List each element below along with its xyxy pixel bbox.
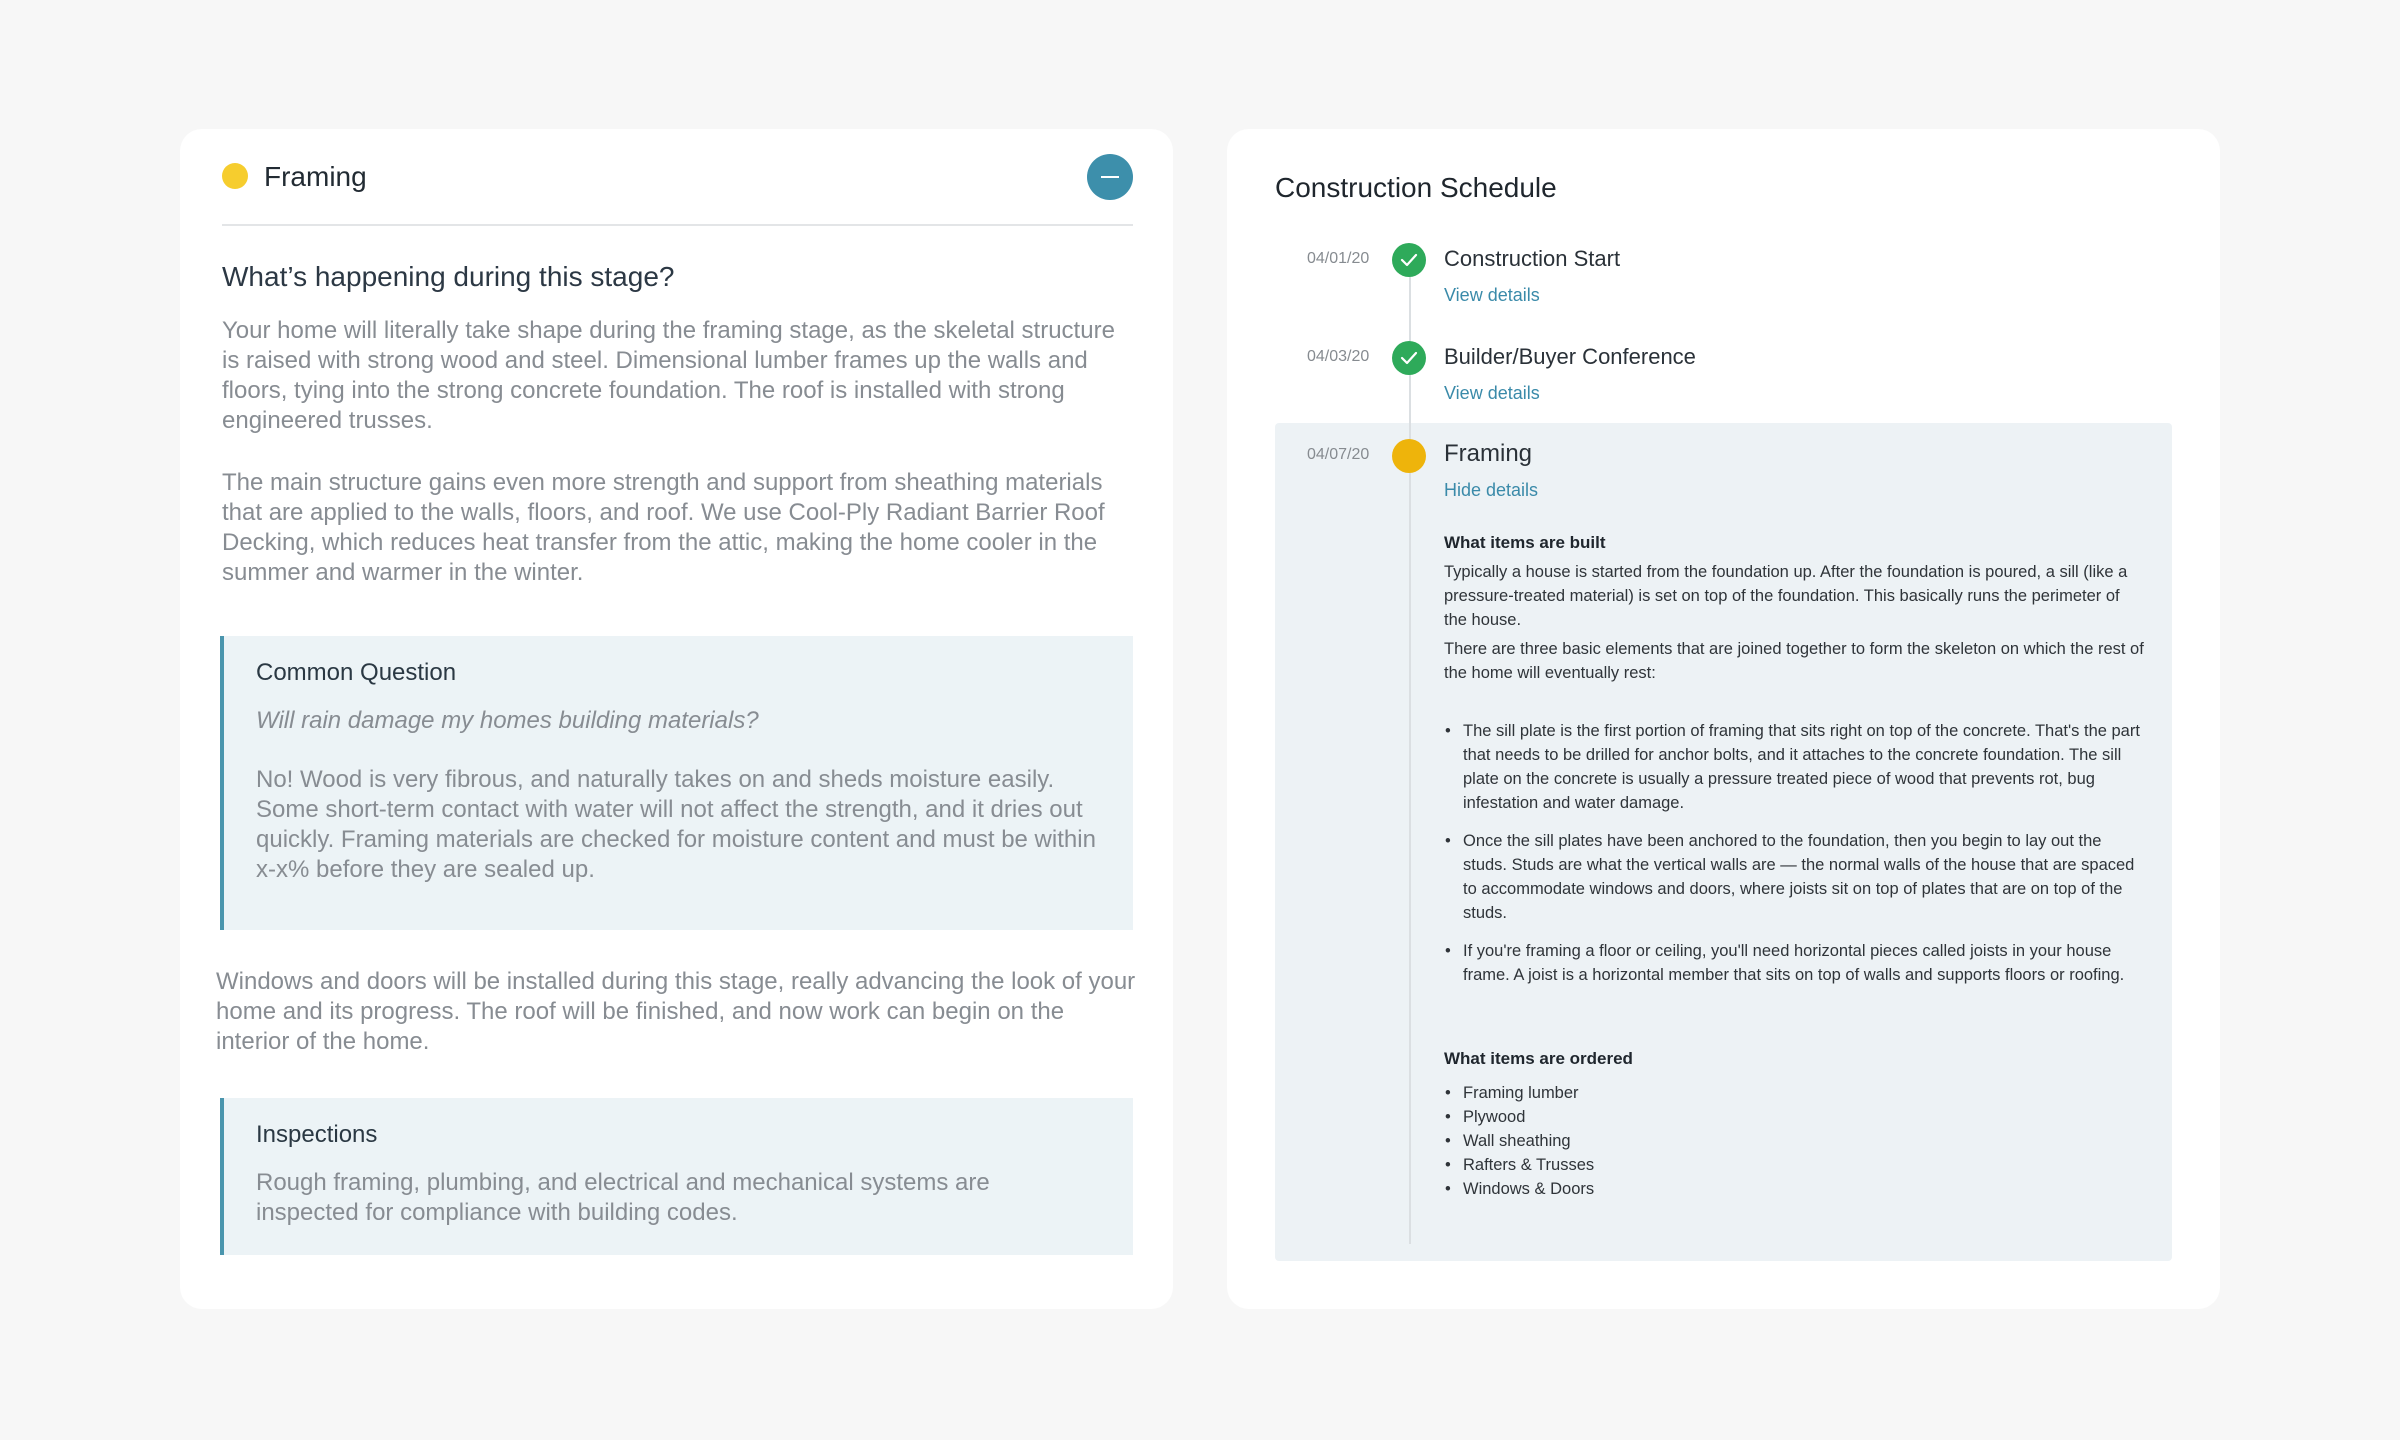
built-heading: What items are built: [1444, 533, 1606, 552]
callout-question: Will rain damage my homes building materials?: [256, 707, 759, 734]
schedule-title: Construction Schedule: [1275, 172, 1557, 203]
built-intro: Typically a house is started from the foundation up. After the foundation is poured, a sill (like a pressure-treated material) is set on top of the foundation. This basically runs the perimeter of the house.: [1444, 563, 2128, 629]
list-item: • The sill plate is the first portion of framing that sits right on top of the concrete. That's the part that needs to be drilled for anchor bolts, and it attaches to the concrete foundation. The sill plate on the concrete is usually a pressure treated piece of wood that prevents rot, bug infestation and water damage.: [1444, 719, 2144, 815]
inspections-text: Rough framing, plumbing, and electrical and mechanical systems are inspected for compliance with building codes.: [256, 1169, 990, 1226]
in-progress-dot-icon: [1392, 439, 1426, 473]
stage-title: Framing: [264, 161, 367, 192]
view-details-link[interactable]: View details: [1444, 285, 1540, 305]
stage-status-dot: [222, 163, 248, 189]
event-name: Construction Start: [1444, 246, 1621, 271]
construction-schedule-card: [1227, 129, 2220, 1309]
minus-icon: [1101, 176, 1119, 178]
collapse-button[interactable]: [1087, 154, 1133, 200]
list-item: • Framing lumber: [1444, 1081, 2144, 1105]
check-icon: [1392, 243, 1426, 277]
timeline-line: [1409, 244, 1411, 1244]
list-item: • If you're framing a floor or ceiling, you'll need horizontal pieces called joists in your house frame. A joist is a horizontal member that sits on top of walls and supports floors or roofing.: [1444, 939, 2144, 987]
callout-title: Inspections: [256, 1121, 378, 1148]
inspections-callout: [220, 1098, 1133, 1255]
event-date: 04/07/20: [1307, 446, 1370, 463]
built-intro: There are three basic elements that are joined together to form the skeleton on which the rest of the home will eventually rest:: [1444, 640, 2144, 682]
common-question-callout: [220, 636, 1133, 930]
list-item: • Rafters & Trusses: [1444, 1153, 2144, 1177]
list-item: • Windows & Doors: [1444, 1177, 2144, 1201]
stage-detail-card: [180, 129, 1173, 1309]
ordered-items-list: [1444, 1081, 2144, 1201]
list-item: • Plywood: [1444, 1105, 2144, 1129]
stage-paragraph: The main structure gains even more strength and support from sheathing materials that are applied to the walls, floors, and roof. We use Cool-Ply Radiant Barrier Roof Decking, which reduces heat transfer from the attic, making the home cooler in the summer and warmer in the winter.: [222, 469, 1105, 586]
event-date: 04/03/20: [1307, 348, 1370, 365]
view-details-link[interactable]: View details: [1444, 383, 1540, 403]
stage-paragraph: Your home will literally take shape during the framing stage, as the skeletal structure is raised with strong wood and steel. Dimensional lumber frames up the walls and floors, tying into the strong concrete foundation. The roof is installed with strong engineered trusses.: [222, 317, 1115, 434]
stage-paragraph: Windows and doors will be installed during this stage, really advancing the look of your home and its progress. The roof will be finished, and now work can begin on the interior of the home.: [216, 968, 1136, 1055]
list-item: • Once the sill plates have been anchored to the foundation, then you begin to lay out the studs. Studs are what the vertical walls are — the normal walls of the house that are spaced to accommodate windows and doors, where joists sit on top of plates that are on top of the studs.: [1444, 829, 2144, 925]
event-name: Framing: [1444, 440, 1533, 467]
event-name: Builder/Buyer Conference: [1444, 344, 1696, 369]
check-icon: [1392, 341, 1426, 375]
stage-header: [222, 129, 1133, 226]
callout-answer: No! Wood is very fibrous, and naturally takes on and sheds moisture easily. Some short-term contact with water will not affect the strength, and it dries out quickly. Framing materials are checked for moisture content and must be within x-x% before they are sealed up.: [256, 766, 1096, 883]
section-heading: What’s happening during this stage?: [222, 261, 675, 292]
built-items-list: [1444, 719, 2144, 1001]
list-item: • Wall sheathing: [1444, 1129, 2144, 1153]
event-date: 04/01/20: [1307, 250, 1370, 267]
callout-title: Common Question: [256, 659, 457, 686]
hide-details-link[interactable]: Hide details: [1444, 480, 1539, 500]
ordered-heading: What items are ordered: [1444, 1049, 1633, 1068]
